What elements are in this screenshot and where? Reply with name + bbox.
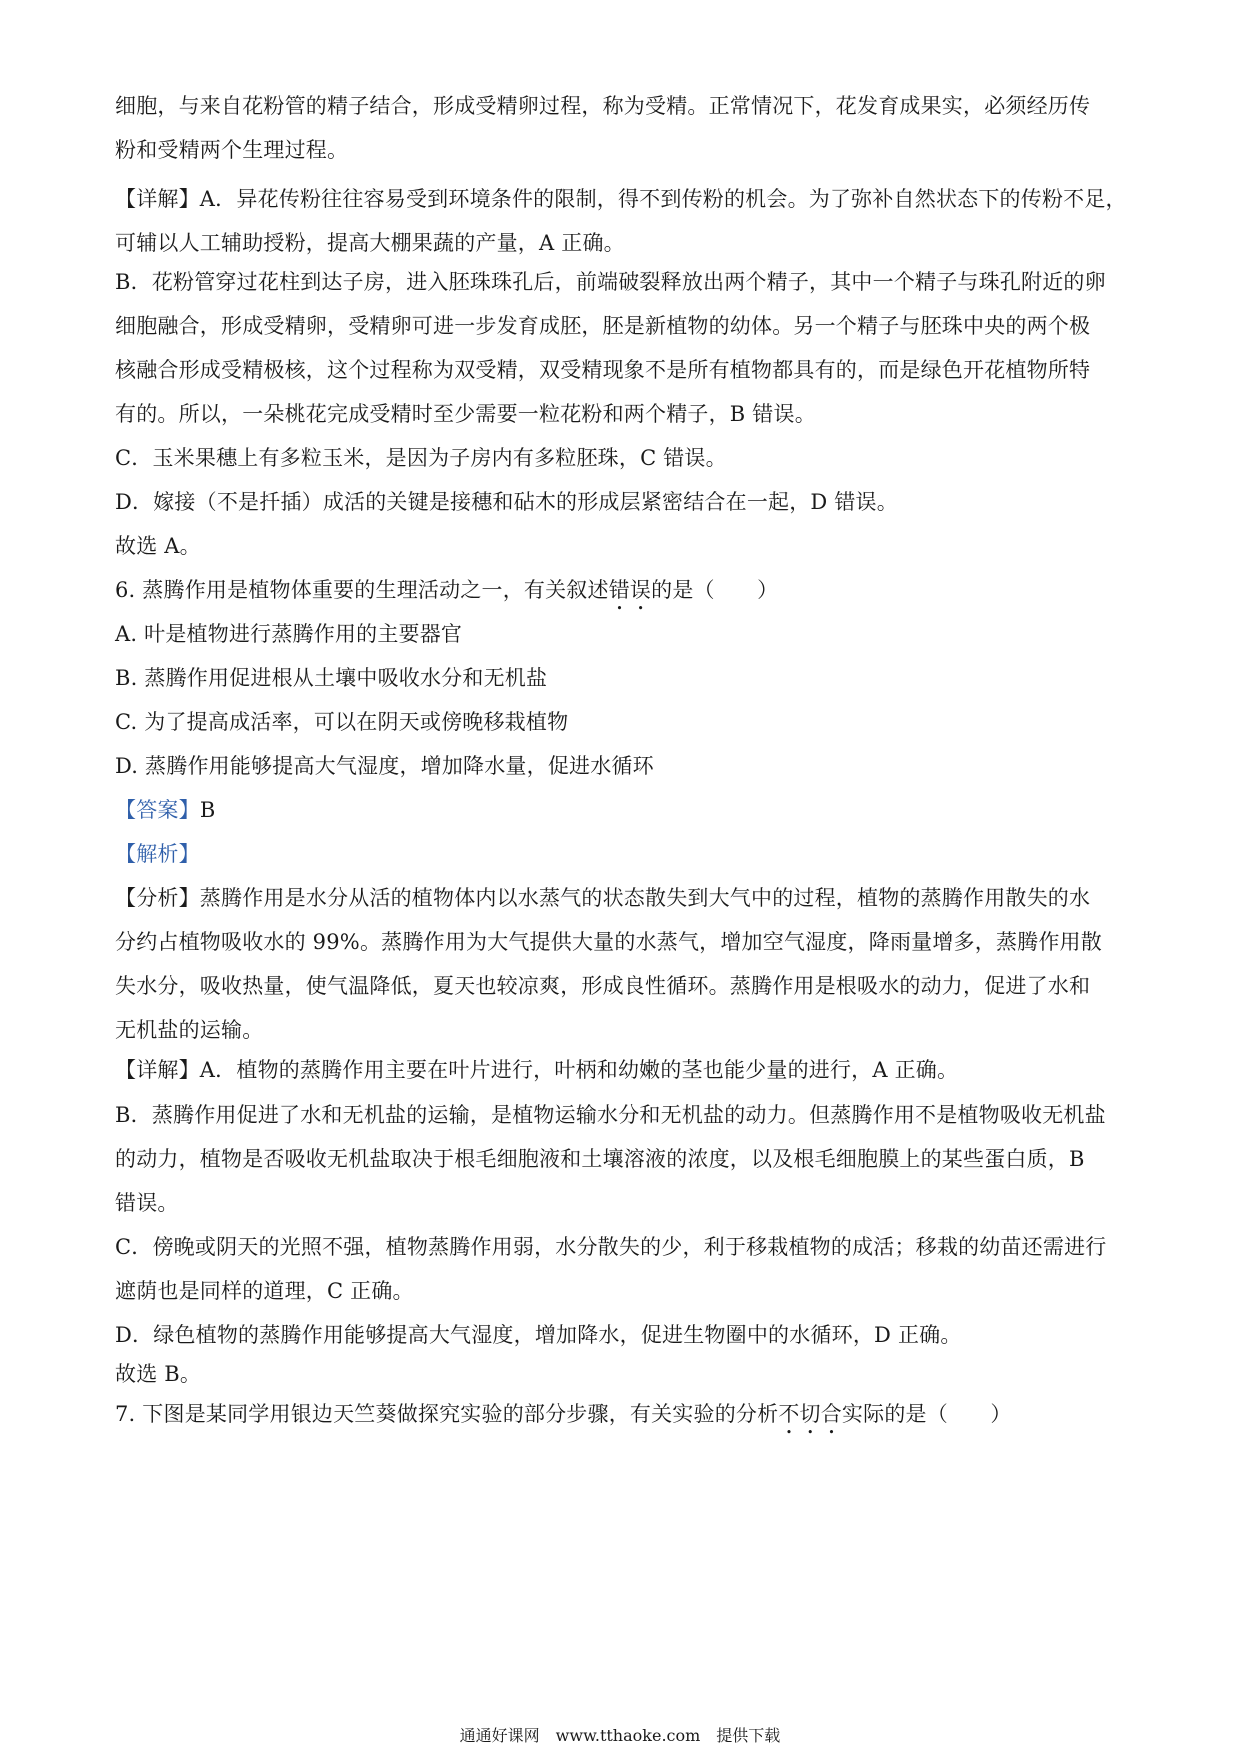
explanation-line: C．傍晚或阴天的光照不强，植物蒸腾作用弱，水分散失的少，利于移栽植物的成活；移栽的幼苗还需进行 [115,1235,1107,1259]
question-6-stem-end: 的是（ ） [651,578,779,602]
paragraph-line: 粉和受精两个生理过程。 [115,138,349,162]
explanation-line: B．蒸腾作用促进了水和无机盐的运输，是植物运输水分和无机盐的动力。但蒸腾作用不是植物吸收无机盐 [115,1103,1106,1127]
question-7-stem-end: 实际的是（ ） [841,1402,1012,1426]
explanation-line: 失水分，吸收热量，使气温降低，夏天也较凉爽，形成良性循环。蒸腾作用是根吸水的动力，促进了水和 [115,974,1091,998]
explanation-line: 遮荫也是同样的道理，C 正确。 [115,1279,414,1303]
explanation-line: 故选 B。 [115,1362,202,1386]
explanation-line: 的动力，植物是否吸收无机盐取决于根毛细胞液和土壤溶液的浓度，以及根毛细胞膜上的某些蛋白质，B [115,1147,1085,1171]
explanation-line: 无机盐的运输。 [115,1018,264,1042]
analysis-label: 【解析】 [115,842,200,866]
paragraph-line: 【详解】A．异花传粉往往容易受到环境条件的限制，得不到传粉的机会。为了弥补自然状态下的传粉不足， [115,187,1127,211]
paragraph-line: 有的。所以，一朵桃花完成受精时至少需要一粒花粉和两个精子，B 错误。 [115,402,816,426]
question-6-option-c: C. 为了提高成活率，可以在阴天或傍晚移栽植物 [115,710,569,734]
explanation-line: 【详解】A．植物的蒸腾作用主要在叶片进行，叶柄和幼嫩的茎也能少量的进行，A 正确。 [115,1058,959,1082]
question-6-option-b: B. 蒸腾作用促进根从土壤中吸收水分和无机盐 [115,666,548,690]
paragraph-line: 可辅以人工辅助授粉，提高大棚果蔬的产量，A 正确。 [115,231,625,255]
page-footer: 通通好课网 www.tthaoke.com 提供下载 [459,1726,781,1745]
question-7-stem-text: 7. 下图是某同学用银边天竺葵做探究实验的部分步骤，有关实验的分析 [115,1402,779,1426]
paragraph-line: 故选 A。 [115,534,201,558]
paragraph-line: 细胞，与来自花粉管的精子结合，形成受精卵过程，称为受精。正常情况下，花发育成果实，必须经历传 [115,94,1091,118]
question-6-option-a: A. 叶是植物进行蒸腾作用的主要器官 [115,622,463,646]
question-6-option-d: D. 蒸腾作用能够提高大气湿度，增加降水量，促进水循环 [115,754,654,778]
paragraph-line: C．玉米果穗上有多粒玉米，是因为子房内有多粒胚珠，C 错误。 [115,446,727,470]
paragraph-line: 核融合形成受精极核，这个过程称为双受精，双受精现象不是所有植物都具有的，而是绿色开花植物所特 [115,358,1091,382]
explanation-line: D．绿色植物的蒸腾作用能够提高大气湿度，增加降水，促进生物圈中的水循环，D 正确。 [115,1323,962,1347]
explanation-line: 分约占植物吸收水的 99%。蒸腾作用为大气提供大量的水蒸气，增加空气湿度，降雨量增多，蒸腾作用散 [115,930,1102,954]
answer-value: B [199,798,216,822]
answer-line [115,796,1130,824]
question-7-stem [115,1400,1130,1439]
explanation-line: 【分析】蒸腾作用是水分从活的植物体内以水蒸气的状态散失到大气中的过程，植物的蒸腾作用散失的水 [115,886,1091,910]
explanation-line: 错误。 [115,1191,179,1215]
paragraph-line: 细胞融合，形成受精卵，受精卵可进一步发育成胚，胚是新植物的幼体。另一个精子与胚珠中央的两个极 [115,314,1091,338]
question-6-emphasis: 错误 [608,578,652,602]
question-6-stem-text: 6. 蒸腾作用是植物体重要的生理活动之一，有关叙述 [115,578,609,602]
question-6-stem [115,576,1130,615]
paragraph-line: B．花粉管穿过花柱到达子房，进入胚珠珠孔后，前端破裂释放出两个精子，其中一个精子与珠孔附近的卵 [115,270,1106,294]
question-7-emphasis: 不切合 [778,1402,842,1426]
answer-label: 【答案】 [115,798,200,822]
paragraph-line: D．嫁接（不是扦插）成活的关键是接穗和砧木的形成层紧密结合在一起，D 错误。 [115,490,898,514]
